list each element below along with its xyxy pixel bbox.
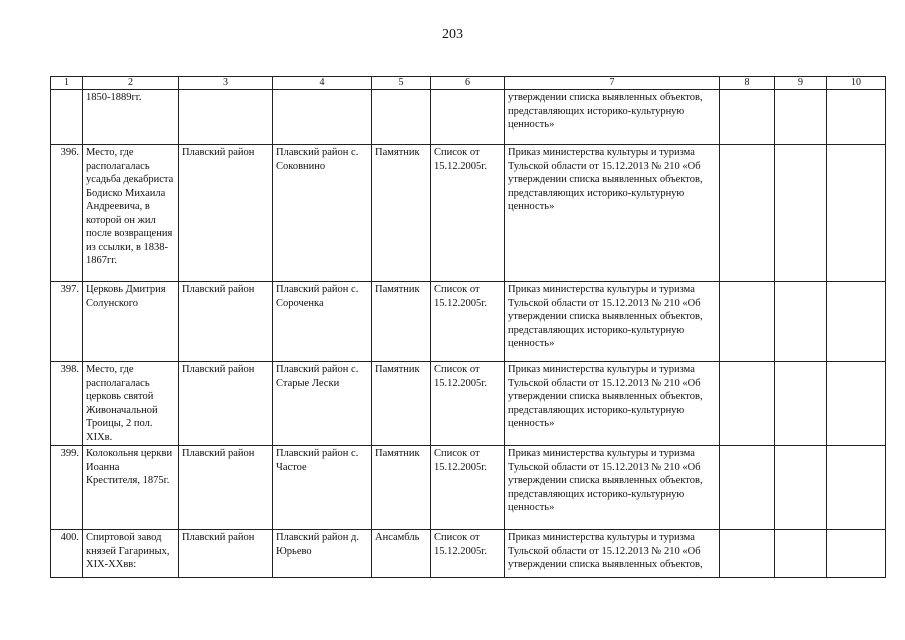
category-cell: Памятник xyxy=(372,446,431,530)
column-8-cell xyxy=(720,530,775,578)
location-cell: Плавский район с. Частое xyxy=(273,446,372,530)
list-reference-cell: Список от 15.12.2005г. xyxy=(431,530,505,578)
column-number-6: 6 xyxy=(431,77,505,90)
district-cell: Плавский район xyxy=(179,446,273,530)
column-number-9: 9 xyxy=(775,77,827,90)
object-name-cell: Место, где располагалась усадьба декабриста Бодиско Михаила Андреевича, в которой он жил после возвращения из ссылки, в 1838-1867гг. xyxy=(83,145,179,282)
list-reference-cell: Список от 15.12.2005г. xyxy=(431,145,505,282)
decree-cell: Приказ министерства культуры и туризма Тульской области от 15.12.2013 № 210 «Об утверждении списка выявленных объектов, представляющих историко-культурную ценность» xyxy=(505,282,720,362)
column-10-cell xyxy=(827,362,886,446)
column-number-8: 8 xyxy=(720,77,775,90)
column-10-cell xyxy=(827,446,886,530)
district-cell: Плавский район xyxy=(179,145,273,282)
column-number-7: 7 xyxy=(505,77,720,90)
table-row xyxy=(51,145,886,282)
table-row xyxy=(51,362,886,446)
column-number-1: 1 xyxy=(51,77,83,90)
list-reference-cell xyxy=(431,90,505,145)
row-number-cell: 397. xyxy=(51,282,83,362)
column-8-cell xyxy=(720,282,775,362)
district-cell xyxy=(179,90,273,145)
table-row xyxy=(51,282,886,362)
location-cell: Плавский район с. Старые Лески xyxy=(273,362,372,446)
column-8-cell xyxy=(720,362,775,446)
district-cell: Плавский район xyxy=(179,282,273,362)
category-cell xyxy=(372,90,431,145)
row-number-cell: 400. xyxy=(51,530,83,578)
decree-cell: Приказ министерства культуры и туризма Тульской области от 15.12.2013 № 210 «Об утверждении списка выявленных объектов, xyxy=(505,530,720,578)
category-cell: Памятник xyxy=(372,282,431,362)
column-9-cell xyxy=(775,362,827,446)
column-number-4: 4 xyxy=(273,77,372,90)
column-10-cell xyxy=(827,90,886,145)
object-name-cell: Место, где располагалась церковь святой Живоначальной Троицы, 2 пол. XIXв. xyxy=(83,362,179,446)
heritage-objects-table xyxy=(50,76,886,578)
column-number-3: 3 xyxy=(179,77,273,90)
column-number-10: 10 xyxy=(827,77,886,90)
column-9-cell xyxy=(775,145,827,282)
row-number-cell xyxy=(51,90,83,145)
column-9-cell xyxy=(775,446,827,530)
object-name-cell: Церковь Дмитрия Солунского xyxy=(83,282,179,362)
location-cell xyxy=(273,90,372,145)
district-cell: Плавский район xyxy=(179,530,273,578)
column-8-cell xyxy=(720,145,775,282)
decree-cell: Приказ министерства культуры и туризма Тульской области от 15.12.2013 № 210 «Об утверждении списка выявленных объектов, представляющих историко-культурную ценность» xyxy=(505,145,720,282)
object-name-cell: Спиртовой завод князей Гагариных, XIX-XXвв: xyxy=(83,530,179,578)
location-cell: Плавский район с. Сороченка xyxy=(273,282,372,362)
district-cell: Плавский район xyxy=(179,362,273,446)
table-row xyxy=(51,530,886,578)
column-10-cell xyxy=(827,282,886,362)
category-cell: Памятник xyxy=(372,362,431,446)
page-number: 203 xyxy=(442,27,463,42)
list-reference-cell: Список от 15.12.2005г. xyxy=(431,446,505,530)
column-10-cell xyxy=(827,530,886,578)
column-9-cell xyxy=(775,530,827,578)
location-cell: Плавский район с. Соковнино xyxy=(273,145,372,282)
decree-cell: Приказ министерства культуры и туризма Тульской области от 15.12.2013 № 210 «Об утверждении списка выявленных объектов, представляющих историко-культурную ценность» xyxy=(505,446,720,530)
object-name-cell: Колокольня церкви Иоанна Крестителя, 1875г. xyxy=(83,446,179,530)
table-row xyxy=(51,446,886,530)
object-name-cell: 1850-1889гг. xyxy=(83,90,179,145)
row-number-cell: 398. xyxy=(51,362,83,446)
column-10-cell xyxy=(827,145,886,282)
category-cell: Памятник xyxy=(372,145,431,282)
column-8-cell xyxy=(720,446,775,530)
row-number-cell: 396. xyxy=(51,145,83,282)
list-reference-cell: Список от 15.12.2005г. xyxy=(431,362,505,446)
category-cell: Ансамбль xyxy=(372,530,431,578)
decree-cell: Приказ министерства культуры и туризма Тульской области от 15.12.2013 № 210 «Об утверждении списка выявленных объектов, представляющих историко-культурную ценность» xyxy=(505,362,720,446)
column-number-row xyxy=(51,77,886,90)
row-number-cell: 399. xyxy=(51,446,83,530)
list-reference-cell: Список от 15.12.2005г. xyxy=(431,282,505,362)
column-8-cell xyxy=(720,90,775,145)
decree-cell: утверждении списка выявленных объектов, представляющих историко-культурную ценность» xyxy=(505,90,720,145)
column-9-cell xyxy=(775,282,827,362)
location-cell: Плавский район д. Юрьево xyxy=(273,530,372,578)
table-row xyxy=(51,90,886,145)
column-number-5: 5 xyxy=(372,77,431,90)
column-number-2: 2 xyxy=(83,77,179,90)
column-9-cell xyxy=(775,90,827,145)
